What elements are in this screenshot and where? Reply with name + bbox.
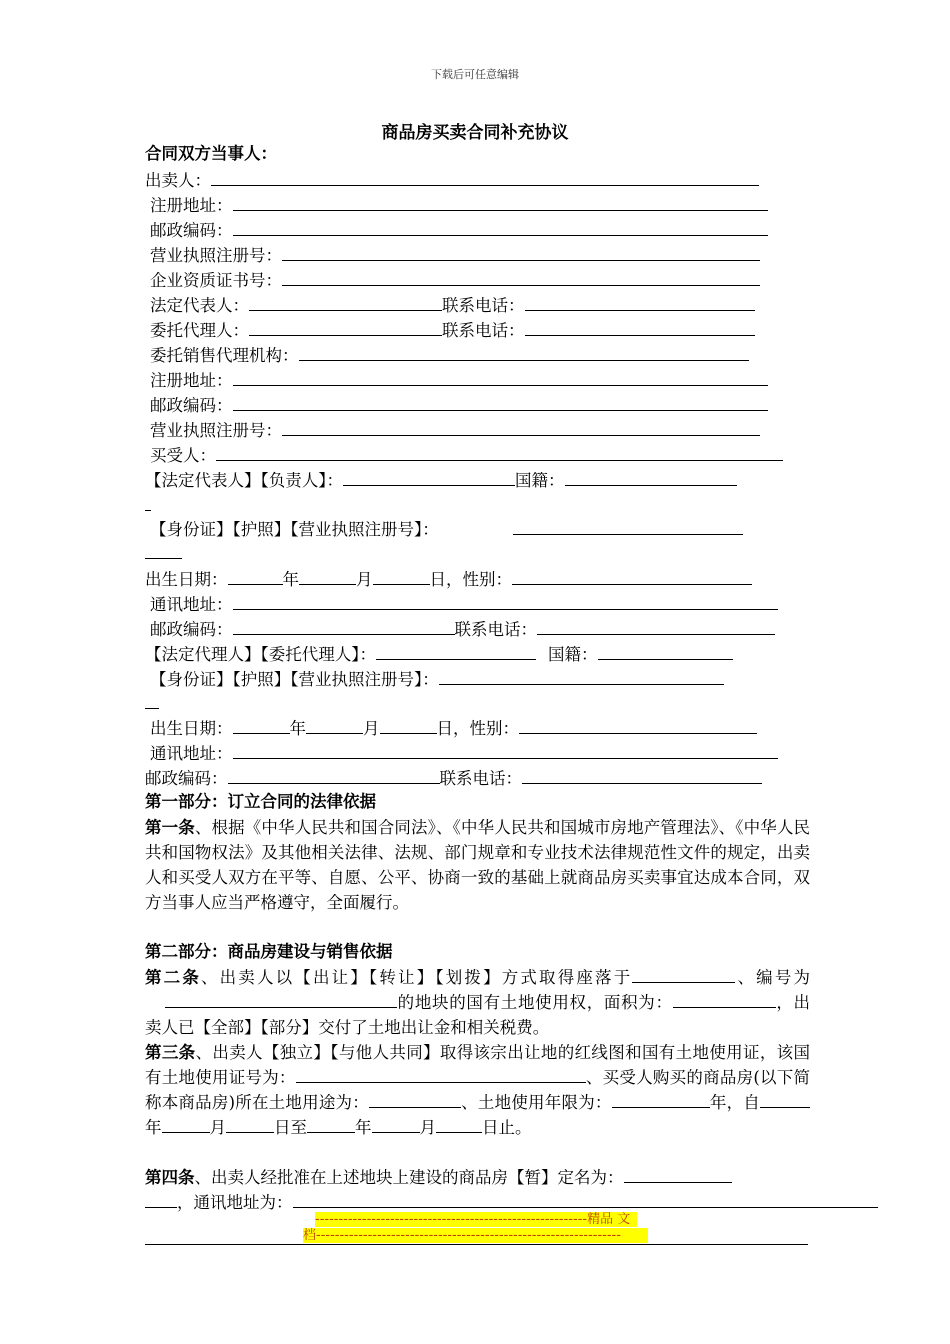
document-title: 商品房买卖合同补充协议 (381, 123, 569, 143)
mail-address-row: 通讯地址： (150, 592, 778, 616)
qualification-row: 企业资质证书号： (150, 268, 760, 292)
reg-address-row: 注册地址： (150, 193, 768, 217)
birth-row: 出生日期： 年 月 日，性别： (145, 567, 752, 591)
wrap-underline (145, 510, 151, 511)
agent-row: 委托代理人： 联系电话： (150, 318, 755, 342)
footer-watermark-line1: ----------------------------------------------------------精品 文 (315, 1212, 637, 1227)
seller-row: 出卖人： (145, 168, 759, 192)
buyer-rep-row: 【法定代表人】【负责人】： 国籍： (145, 468, 737, 492)
birth2-row: 出生日期： 年 月 日，性别： (150, 716, 757, 740)
footer-watermark-line2: 档----------------------------------------------------------------- (303, 1228, 648, 1243)
postcode3-row: 邮政编码： 联系电话： (150, 617, 775, 641)
legal-rep-row: 法定代表人： 联系电话： (150, 293, 755, 317)
reg-address2-row: 注册地址： (150, 368, 768, 392)
postcode-row: 邮政编码： (150, 218, 768, 242)
wrap-underline (145, 558, 182, 559)
buyer-agent-row: 【法定代理人】【委托代理人】： 国籍： (145, 642, 733, 666)
article-2: 第二条、出卖人以【出让】【转让】【划拨】方式取得座落于 、编号为的地块的国有土地使用权，面积为： ，出卖人已【全部】【部分】交付了土地出让金和相关税费。 (145, 965, 810, 1040)
part2-heading: 第二部分：商品房建设与销售依据 (145, 942, 393, 961)
page-header: 下载后可任意编辑 (431, 68, 519, 81)
article-1: 第一条、根据《中华人民共和国合同法》、《中华人民共和国城市房地产管理法》、《中华人民共和国物权法》及其他相关法律、法规、部门规章和专业技术法律规范性文件的规定，出卖人和买受人双方在平等、自愿、公平、协商一致的基础上就商品房买卖事宜达成本合同，双方当事人应当严格遵守，全面履行。 (145, 818, 811, 912)
sales-agency-row: 委托销售代理机构： (150, 343, 749, 367)
id-doc-row: 【身份证】【护照】【营业执照注册号】： (150, 517, 743, 541)
buyer-row: 买受人： (150, 443, 783, 467)
bottom-rule (145, 1244, 808, 1245)
postcode2-row: 邮政编码： (150, 393, 768, 417)
mail-address2-row: 通讯地址： (150, 741, 778, 765)
article-4-line2: ，通讯地址为： (145, 1190, 878, 1214)
article-3: 第三条、出卖人【独立】【与他人共同】取得该宗出让地的红线图和国有土地使用证，该国有土地使用证号为： 、买受人购买的商品房(以下简称本商品房)所在土地用途为： 、土地使用年限为： 年，自年 月 日至 年 月 日止。 (145, 1043, 811, 1137)
license-row: 营业执照注册号： (150, 243, 760, 267)
id-doc2-row: 【身份证】【护照】【营业执照注册号】： (150, 667, 724, 691)
license2-row: 营业执照注册号： (150, 418, 760, 442)
postcode4-row: 邮政编码： 联系电话： (145, 766, 762, 790)
article-4-line1: 第四条、出卖人经批准在上述地块上建设的商品房【暂】定名为： (145, 1165, 732, 1189)
parties-heading: 合同双方当事人： (145, 144, 277, 163)
part1-heading: 第一部分：订立合同的法律依据 (145, 792, 376, 811)
wrap-underline (145, 708, 159, 709)
